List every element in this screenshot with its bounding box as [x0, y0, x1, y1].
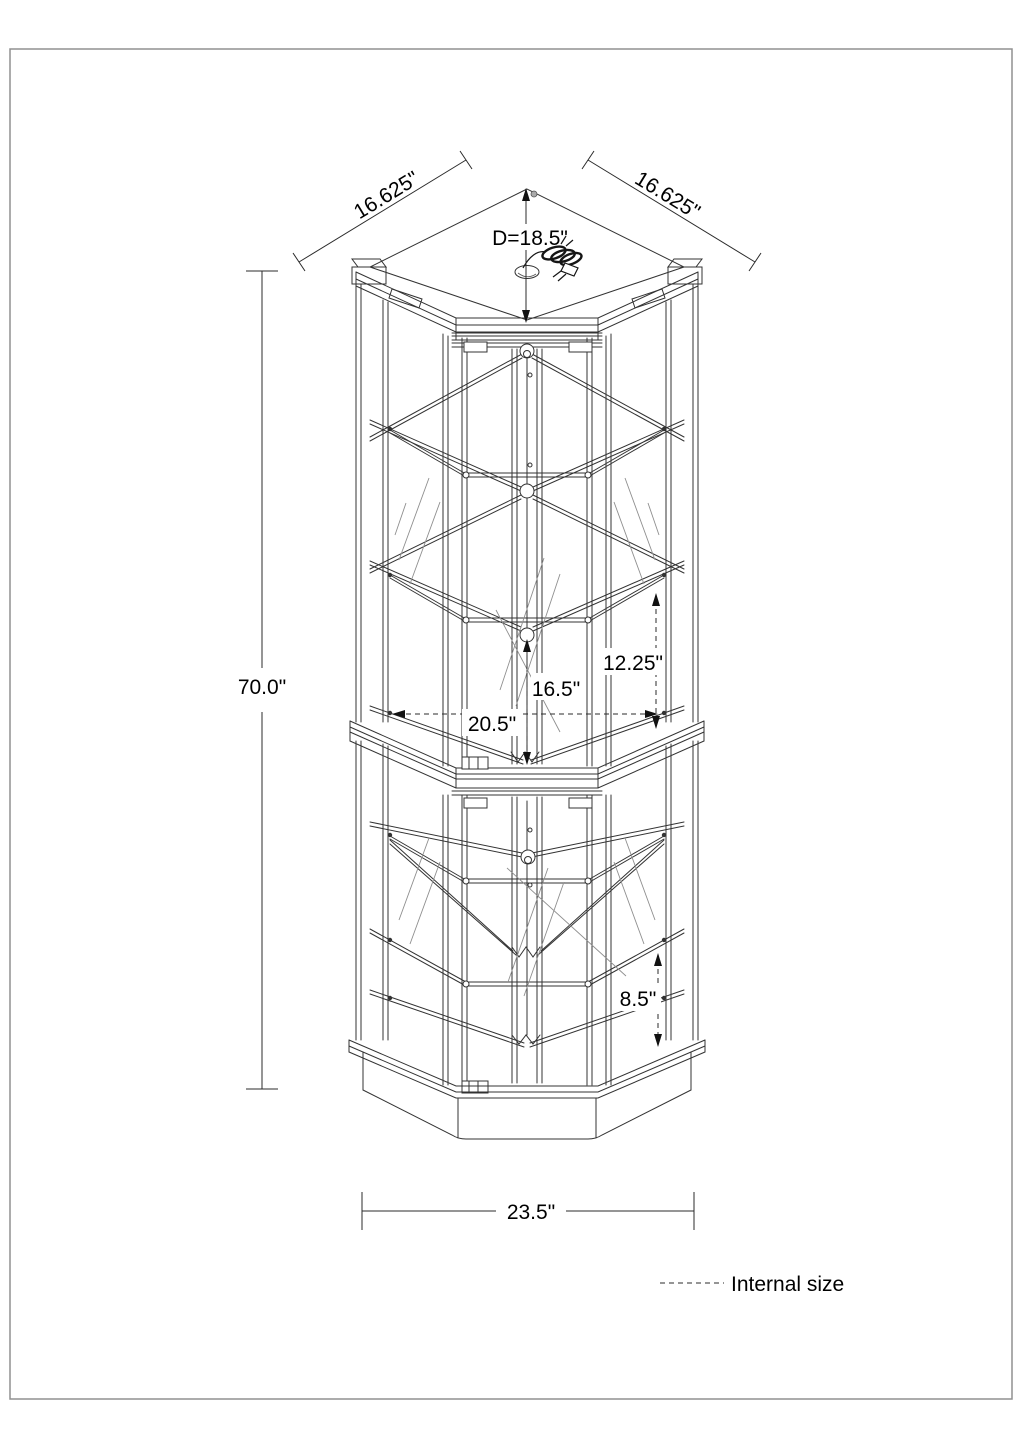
dimension-label: 16.5"	[531, 678, 581, 701]
dimension-base-width	[362, 1192, 694, 1230]
plug-icon	[561, 263, 578, 276]
door-stop-block	[569, 798, 592, 808]
dimension-label: 12.25"	[602, 652, 664, 675]
dimension-label: 23.5"	[506, 1201, 556, 1224]
base-molding	[349, 1040, 705, 1139]
legend	[660, 1273, 844, 1296]
hinge-icon	[462, 757, 488, 769]
dimension-upper-shelf-spacing	[603, 593, 663, 729]
dimension-top-left-edge	[293, 151, 472, 271]
dimension-overall-height	[238, 271, 286, 1089]
dimension-top-right-edge	[582, 151, 761, 271]
legend-label: Internal size	[731, 1273, 845, 1296]
dimension-label: 70.0"	[237, 676, 287, 699]
hinge-icon	[462, 1081, 488, 1093]
dimension-label: 20.5"	[467, 713, 517, 736]
dimension-top-depth	[492, 188, 568, 323]
door-stop-block	[464, 798, 487, 808]
door-stop-block	[569, 342, 592, 352]
door-stop-block	[464, 342, 487, 352]
dimension-label: 8.5"	[619, 988, 657, 1011]
dimension-label: D=18.5"	[492, 227, 568, 250]
top-grommet	[531, 191, 537, 197]
dimension-label: 16.625"	[630, 166, 704, 224]
dimension-label: 16.625"	[350, 166, 424, 224]
shelf-corner-bracket	[520, 484, 534, 498]
